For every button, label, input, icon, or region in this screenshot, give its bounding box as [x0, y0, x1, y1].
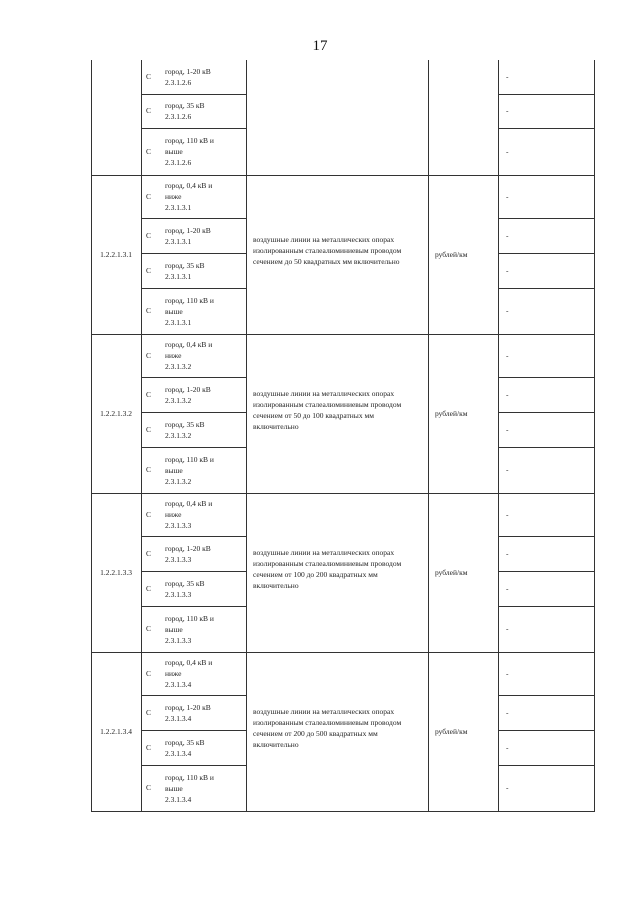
row-type: С: [146, 106, 152, 115]
row-value: -: [506, 146, 509, 156]
row-label: город, 35 кВ 2.3.1.3.4: [165, 737, 205, 758]
group-unit: рублей/км: [435, 567, 468, 577]
row-type: С: [146, 583, 152, 593]
row-type: С: [146, 191, 152, 201]
group-description: воздушные линии на металлических опорах изолированным сталеалюминиевым проводом сечением от 100 до 200 квадратных мм включительно: [253, 547, 402, 590]
row-label: город, 110 кВ и выше 2.3.1.3.4: [165, 772, 214, 804]
row-border: [498, 695, 595, 696]
row-label: город, 1-20 кВ 2.3.1.3.2: [165, 384, 211, 405]
row-border: [498, 128, 595, 129]
row-value: -: [506, 465, 509, 474]
row-border: [498, 288, 595, 289]
row-value: -: [506, 707, 509, 717]
row-border: [141, 536, 247, 537]
row-value: -: [506, 265, 509, 275]
row-label: город, 110 кВ и выше 2.3.1.2.6: [165, 136, 214, 167]
page-number: 17: [312, 38, 328, 54]
row-type: С: [146, 424, 152, 434]
row-border: [141, 412, 247, 413]
column-border-3: [428, 60, 429, 811]
row-value: -: [506, 424, 509, 434]
row-label: город, 35 кВ 2.3.1.3.1: [165, 260, 205, 281]
column-border-0: [91, 60, 92, 811]
group-code: 1.2.2.1.3.2: [100, 408, 132, 418]
group-code: 1.2.2.1.3.3: [100, 567, 132, 577]
row-border: [498, 730, 595, 731]
row-label: город, 35 кВ 2.3.1.3.3: [165, 578, 205, 599]
row-label: город, 35 кВ 2.3.1.2.6: [165, 101, 205, 121]
row-value: -: [506, 668, 509, 678]
group-border: [91, 334, 595, 335]
row-type: С: [146, 783, 152, 792]
row-label: город, 1-20 кВ 2.3.1.3.4: [165, 702, 211, 723]
row-border: [498, 253, 595, 254]
row-value: -: [506, 742, 509, 752]
column-border-4: [498, 60, 499, 811]
group-unit: рублей/км: [435, 408, 468, 418]
row-value: -: [506, 583, 509, 593]
row-border: [141, 765, 247, 766]
row-type: С: [146, 707, 152, 717]
row-value: -: [506, 624, 509, 633]
group-border: [91, 493, 595, 494]
row-border: [498, 218, 595, 219]
row-label: город, 1-20 кВ 2.3.1.3.3: [165, 543, 211, 564]
row-label: город, 0,4 кВ и ниже 2.3.1.3.4: [165, 658, 213, 689]
group-description: воздушные линии на металлических опорах изолированным сталеалюминиевым проводом сечением от 200 до 500 квадратных мм включительно: [253, 706, 402, 749]
row-border: [498, 412, 595, 413]
row-type: С: [146, 389, 152, 399]
row-type: С: [146, 306, 152, 315]
row-type: С: [146, 668, 152, 678]
column-border-1: [141, 60, 142, 811]
group-description: воздушные линии на металлических опорах изолированным сталеалюминиевым проводом сечением до 50 квадратных мм включительно: [253, 235, 402, 266]
group-code: 1.2.2.1.3.4: [100, 726, 132, 736]
row-border: [141, 218, 247, 219]
group-description: воздушные линии на металлических опорах изолированным сталеалюминиевым проводом сечением от 50 до 100 квадратных мм включительно: [253, 388, 402, 431]
row-type: С: [146, 350, 152, 360]
row-type: С: [146, 230, 152, 240]
row-type: С: [146, 624, 152, 633]
row-value: -: [506, 191, 509, 201]
row-label: город, 110 кВ и выше 2.3.1.3.3: [165, 613, 214, 645]
column-border-5: [594, 60, 595, 811]
group-border: [91, 175, 595, 176]
row-type: С: [146, 742, 152, 752]
row-label: город, 1-20 кВ 2.3.1.2.6: [165, 67, 211, 87]
row-value: -: [506, 106, 509, 115]
row-value: -: [506, 350, 509, 360]
row-type: С: [146, 548, 152, 558]
row-value: -: [506, 72, 509, 81]
group-unit: рублей/км: [435, 726, 468, 736]
row-type: С: [146, 265, 152, 275]
row-label: город, 1-20 кВ 2.3.1.3.1: [165, 225, 211, 246]
row-border: [141, 253, 247, 254]
row-value: -: [506, 509, 509, 519]
row-border: [498, 536, 595, 537]
group-code: 1.2.2.1.3.1: [100, 249, 132, 259]
column-border-2: [246, 60, 247, 811]
row-border: [141, 288, 247, 289]
group-border: [91, 811, 595, 812]
row-label: город, 110 кВ и выше 2.3.1.3.1: [165, 295, 214, 327]
row-label: город, 0,4 кВ и ниже 2.3.1.3.2: [165, 340, 213, 371]
row-label: город, 35 кВ 2.3.1.3.2: [165, 419, 205, 440]
row-label: город, 110 кВ и выше 2.3.1.3.2: [165, 454, 214, 486]
row-border: [498, 94, 595, 95]
row-type: С: [146, 146, 152, 156]
row-border: [141, 377, 247, 378]
row-value: -: [506, 306, 509, 315]
row-value: -: [506, 548, 509, 558]
row-type: С: [146, 72, 152, 81]
row-border: [498, 606, 595, 607]
row-border: [141, 695, 247, 696]
row-type: С: [146, 465, 152, 474]
row-border: [498, 377, 595, 378]
row-border: [498, 765, 595, 766]
row-border: [498, 447, 595, 448]
row-border: [141, 730, 247, 731]
group-border: [91, 652, 595, 653]
row-value: -: [506, 230, 509, 240]
row-label: город, 0,4 кВ и ниже 2.3.1.3.3: [165, 499, 213, 530]
row-border: [141, 606, 247, 607]
group-unit: рублей/км: [435, 249, 468, 259]
row-type: С: [146, 509, 152, 519]
row-border: [141, 128, 247, 129]
row-border: [141, 571, 247, 572]
row-border: [141, 94, 247, 95]
row-border: [141, 447, 247, 448]
row-value: -: [506, 389, 509, 399]
row-label: город, 0,4 кВ и ниже 2.3.1.3.1: [165, 181, 213, 212]
row-value: -: [506, 783, 509, 792]
row-border: [498, 571, 595, 572]
